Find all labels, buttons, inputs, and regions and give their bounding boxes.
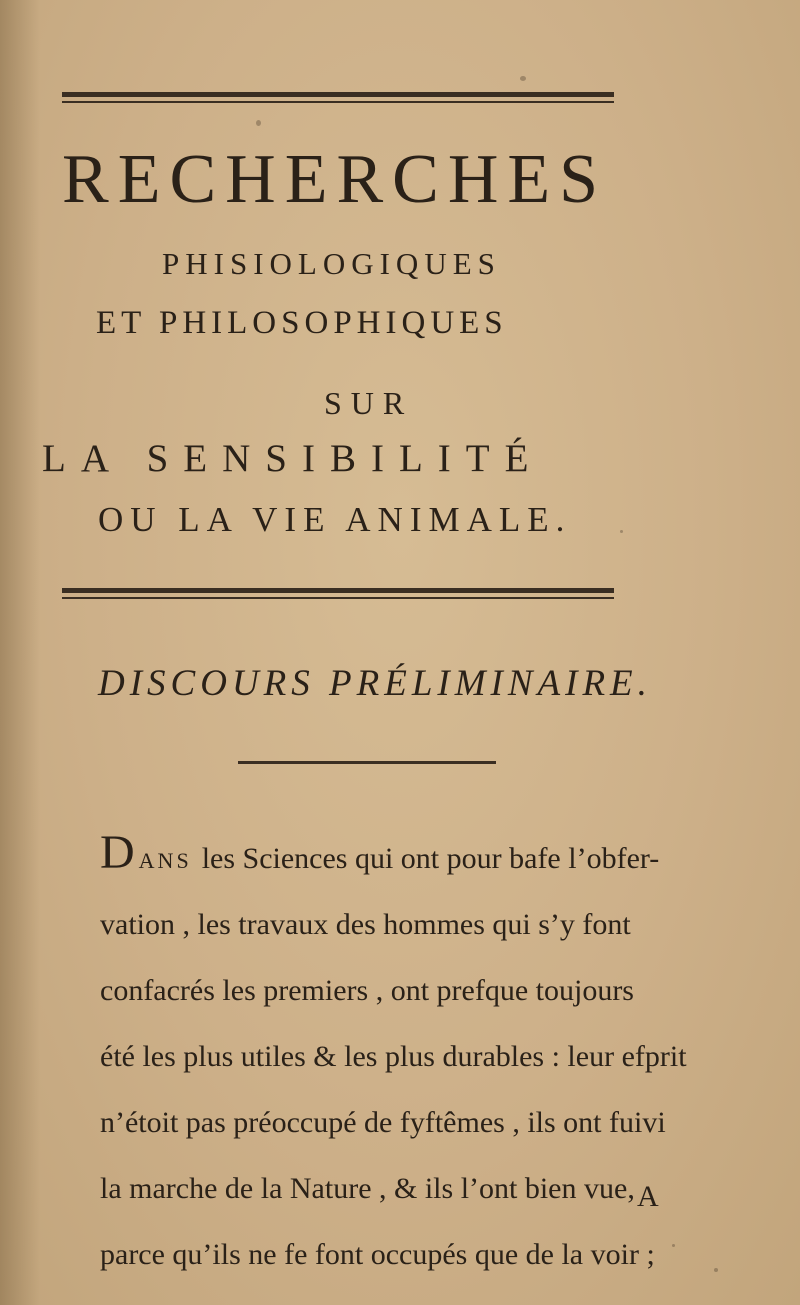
section-heading: DISCOURS PRÉLIMINAIRE. xyxy=(98,663,652,704)
rule-thick xyxy=(62,588,614,593)
paper-speck xyxy=(672,1244,675,1247)
catchword: A xyxy=(637,1180,659,1213)
paragraph-line: parce qu’ils ne fe font occupés que de la voir ; xyxy=(100,1238,655,1271)
title-line-2: PHISIOLOGIQUES xyxy=(162,246,501,281)
rule-thin xyxy=(62,101,614,103)
page-edge-shadow xyxy=(0,0,40,1305)
paper-speck xyxy=(620,530,623,533)
title-line-4: SUR xyxy=(324,385,414,421)
rule-thin xyxy=(62,597,614,599)
short-rule xyxy=(238,761,496,764)
drop-cap: D xyxy=(100,826,135,879)
paper-speck xyxy=(520,76,526,81)
title-line-3: ET PHILOSOPHIQUES xyxy=(96,305,508,341)
paragraph-line: été les plus utiles & les plus durables : leur efprit xyxy=(100,1040,687,1073)
small-caps-word: ANS xyxy=(138,848,192,873)
paragraph-line xyxy=(100,826,660,892)
paper-speck xyxy=(714,1268,718,1272)
paragraph-line: n’étoit pas préoccupé de fyftêmes , ils ont fuivi xyxy=(100,1106,666,1139)
paragraph-line: la marche de la Nature , & ils l’ont bien vue, xyxy=(100,1172,635,1205)
top-double-rule xyxy=(62,92,614,103)
title-line-6: OU LA VIE ANIMALE. xyxy=(98,500,572,539)
middle-double-rule xyxy=(62,588,614,599)
title-line-5: LA SENSIBILITÉ xyxy=(42,437,544,480)
paragraph-line: confacrés les premiers , ont prefque toujours xyxy=(100,974,634,1007)
paragraph-line: vation , les travaux des hommes qui s’y font xyxy=(100,908,631,941)
body-paragraph xyxy=(100,826,687,1288)
line-text: les Sciences qui ont pour bafe l’obfer- xyxy=(201,842,660,875)
title-main: RECHERCHES xyxy=(62,141,608,218)
rule-thick xyxy=(62,92,614,97)
paper-speck xyxy=(256,120,261,126)
first-words xyxy=(100,826,202,892)
